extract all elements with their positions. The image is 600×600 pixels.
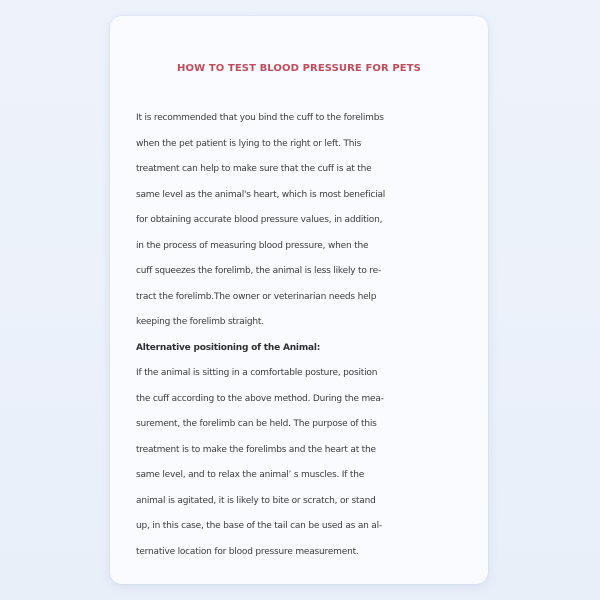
paragraph-1-line: when the pet patient is lying to the right or left. This [136,138,362,149]
paragraph-2-line: up, in this case, the base of the tail can be used as an al- [136,521,382,531]
paragraph-1-line: for obtaining accurate blood pressure values, in addition, [136,215,383,225]
paragraph-2-line: ternative location for blood pressure measurement. [136,546,359,557]
section-subheading: Alternative positioning of the Animal: [136,342,321,353]
paragraph-1-line: It is recommended that you bind the cuff to the forelimbs [136,113,384,123]
paragraph-1-line: same level as the animal's heart, which is most beneficial [136,189,386,200]
info-card [110,16,488,584]
paragraph-2-line: same level, and to relax the animal’ s muscles. If the [136,470,365,480]
paragraph-2-line: If the animal is sitting in a comfortable posture, position [136,368,378,378]
paragraph-1-line: cuff squeezes the forelimb, the animal is less likely to re- [136,266,382,276]
paragraph-2-line: the cuff according to the above method. During the mea- [136,393,384,404]
paragraph-1-line: treatment can help to make sure that the cuff is at the [136,164,372,174]
paragraph-1-line: tract the forelimb.The owner or veterinarian needs help [136,291,377,302]
card-title: HOW TO TEST BLOOD PRESSURE FOR PETS [177,63,421,74]
card-body [136,106,476,565]
paragraph-1-line: in the process of measuring blood pressure, when the [136,240,369,251]
paragraph-2-line: animal is agitated, it is likely to bite or scratch, or stand [136,495,376,506]
paragraph-1-line: keeping the forelimb straight. [136,317,264,327]
paragraph-2-line: surement, the forelimb can be held. The purpose of this [136,419,377,429]
paragraph-2-line: treatment is to make the forelimbs and the heart at the [136,444,376,455]
